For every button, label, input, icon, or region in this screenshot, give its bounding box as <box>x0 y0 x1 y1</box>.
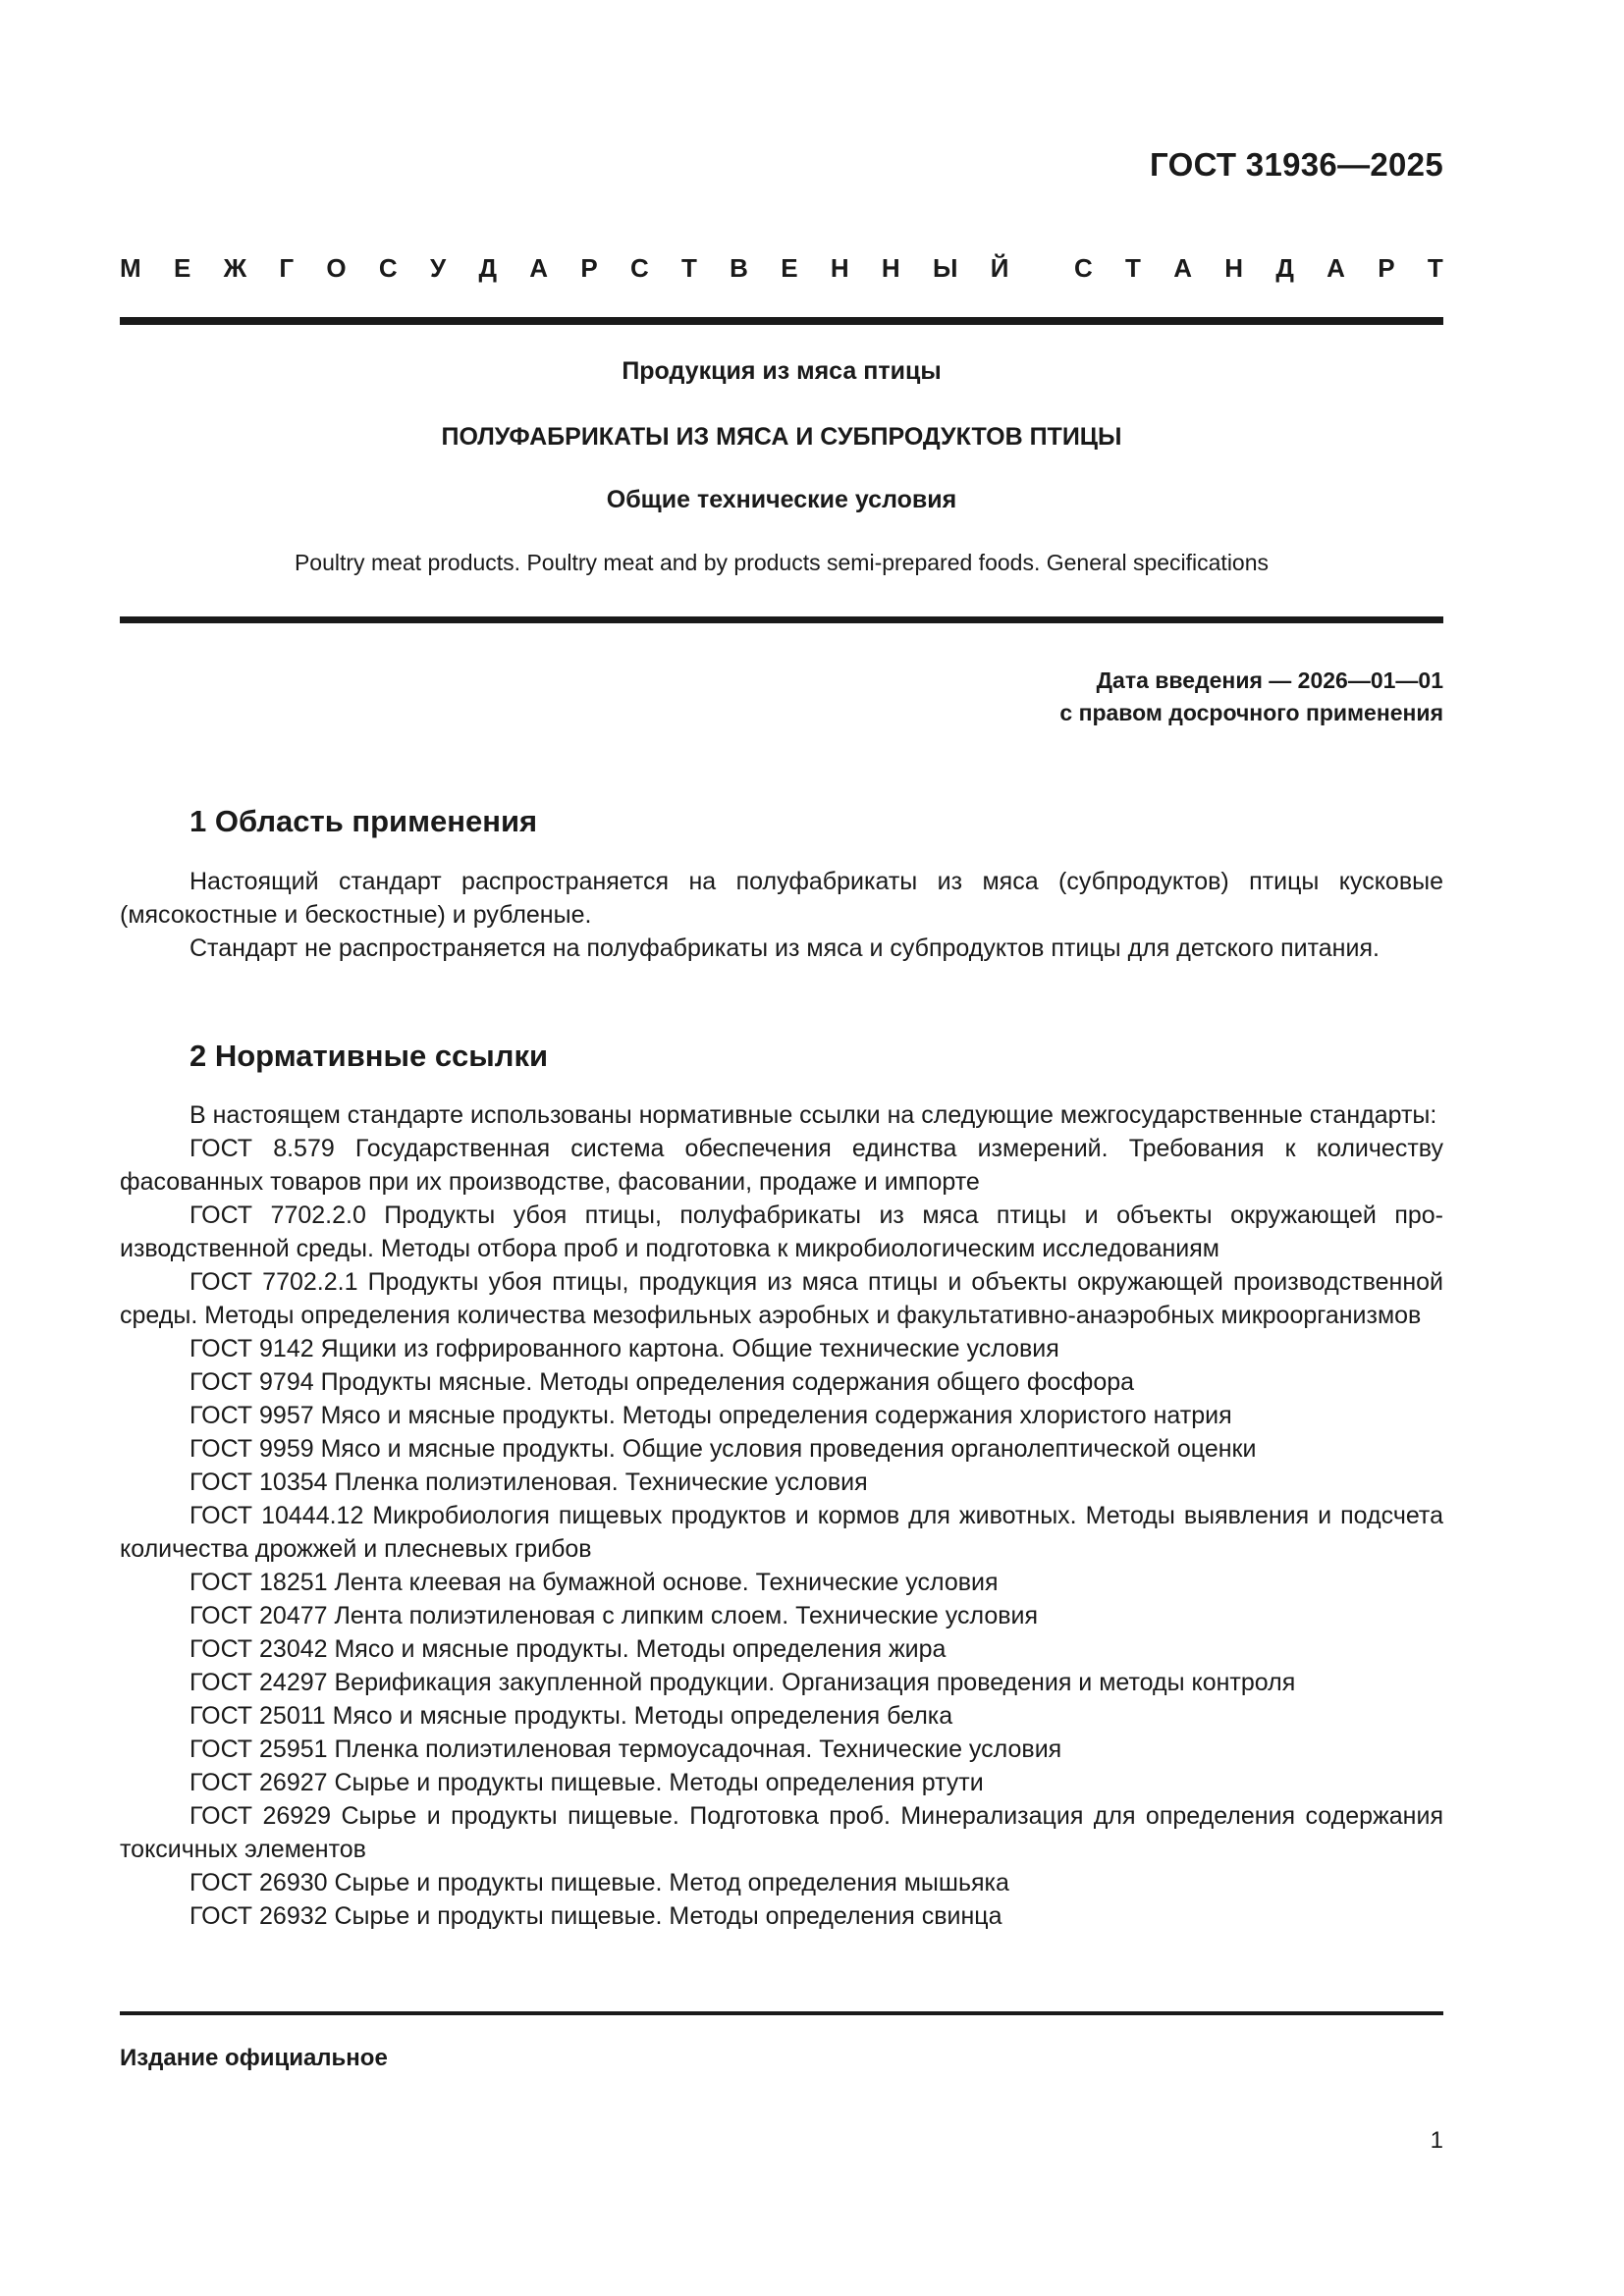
normative-reference: ГОСТ 7702.2.1 Продукты убоя птицы, продукция из мяса птицы и объекты окружающей производственной среды. Методы определения количества мезофильных аэробных и факультативно-анаэробных микроорганизмов <box>120 1268 1443 1329</box>
introduction-date-line: Дата введения — 2026—01—01 <box>1096 667 1443 693</box>
section-1-heading: 1 Область применения <box>189 804 538 838</box>
official-edition-label: Издание официальное <box>120 2045 388 2071</box>
normative-reference: ГОСТ 24297 Верификация закупленной продукции. Организация проведения и методы контроля <box>189 1669 1296 1696</box>
interstate-letter: А <box>1173 253 1192 283</box>
normative-reference: ГОСТ 20477 Лента полиэтиленовая с липким слоем. Технические условия <box>189 1602 1039 1629</box>
main-title: ПОЛУФАБРИКАТЫ ИЗ МЯСА И СУБПРОДУКТОВ ПТИЦЫ <box>441 423 1122 451</box>
interstate-letter: У <box>429 253 447 283</box>
normative-reference: ГОСТ 7702.2.0 Продукты убоя птицы, полуфабрикаты из мяса птицы и объекты окружающей производственной среды. Методы отбора проб и подготовка к микробиологическим исследованиям <box>120 1201 1443 1262</box>
section-1-paragraph: Настоящий стандарт распространяется на полуфабрикаты из мяса (субпродуктов) птицы кусковые (мясокостные и бескостные) и рубленые. <box>120 868 1443 929</box>
footer-divider <box>120 2011 1443 2015</box>
interstate-letter: Г <box>279 253 295 283</box>
interstate-letter: Т <box>1427 253 1443 283</box>
interstate-letter: О <box>326 253 347 283</box>
interstate-letter: А <box>529 253 549 283</box>
normative-reference: ГОСТ 26929 Сырье и продукты пищевые. Подготовка проб. Минерализация для определения содержания токсичных элементов <box>120 1802 1443 1863</box>
section-2-intro: В настоящем стандарте использованы нормативные ссылки на следующие межгосударственные стандарты: <box>189 1101 1437 1129</box>
english-title: Poultry meat products. Poultry meat and by products semi-prepared foods. General specifications <box>294 550 1270 575</box>
interstate-letter: С <box>629 253 649 283</box>
interstate-letter: Р <box>1378 253 1395 283</box>
normative-reference: ГОСТ 10444.12 Микробиология пищевых продуктов и кормов для животных. Методы выявления и подсчета количества дрожжей и плесневых грибов <box>120 1502 1443 1563</box>
interstate-letter: Н <box>830 253 849 283</box>
interstate-letter: Е <box>173 253 191 283</box>
interstate-letter: М <box>120 253 141 283</box>
interstate-letter: Т <box>1125 253 1141 283</box>
interstate-letter: С <box>378 253 398 283</box>
interstate-letter: А <box>1326 253 1345 283</box>
interstate-letter: Й <box>990 253 1009 283</box>
interstate-letter: С <box>1073 253 1093 283</box>
category-title: Продукция из мяса птицы <box>622 357 942 385</box>
title-divider <box>120 616 1443 623</box>
normative-reference: ГОСТ 9957 Мясо и мясные продукты. Методы определения содержания хлористого натрия <box>189 1402 1232 1429</box>
interstate-letter: Е <box>781 253 798 283</box>
interstate-letter: Н <box>1224 253 1244 283</box>
interstate-letter: Д <box>1275 253 1294 283</box>
section-2-heading: 2 Нормативные ссылки <box>189 1039 549 1073</box>
normative-reference: ГОСТ 26930 Сырье и продукты пищевые. Метод определения мышьяка <box>189 1869 1009 1896</box>
normative-reference: ГОСТ 23042 Мясо и мясные продукты. Методы определения жира <box>189 1635 947 1663</box>
normative-reference: ГОСТ 26932 Сырье и продукты пищевые. Методы определения свинца <box>189 1902 1002 1930</box>
normative-reference: ГОСТ 18251 Лента клеевая на бумажной основе. Технические условия <box>189 1569 999 1596</box>
interstate-letter: Т <box>681 253 697 283</box>
interstate-letter: В <box>730 253 748 283</box>
gost-code: ГОСТ 31936—2025 <box>1150 146 1443 183</box>
interstate-letter: Р <box>580 253 598 283</box>
interstate-letter: Ж <box>223 253 247 283</box>
top-divider <box>120 317 1443 325</box>
normative-reference: ГОСТ 10354 Пленка полиэтиленовая. Технические условия <box>189 1468 868 1496</box>
normative-reference: ГОСТ 25011 Мясо и мясные продукты. Методы определения белка <box>189 1702 953 1730</box>
normative-reference: ГОСТ 26927 Сырье и продукты пищевые. Методы определения ртути <box>189 1769 984 1796</box>
section-1-paragraph: Стандарт не распространяется на полуфабрикаты из мяса и субпродуктов птицы для детского питания. <box>189 934 1380 962</box>
interstate-letter: Ы <box>932 253 958 283</box>
normative-reference: ГОСТ 25951 Пленка полиэтиленовая термоусадочная. Технические условия <box>189 1735 1062 1763</box>
kind-title: Общие технические условия <box>606 486 957 513</box>
page-number: 1 <box>1430 2127 1443 2154</box>
section-1-body <box>120 865 1443 965</box>
introduction-date <box>1059 665 1443 729</box>
interstate-standard-banner <box>120 253 1443 284</box>
normative-reference: ГОСТ 9142 Ящики из гофрированного картона. Общие технические условия <box>189 1335 1059 1362</box>
normative-reference: ГОСТ 9959 Мясо и мясные продукты. Общие условия проведения органолептической оценки <box>189 1435 1257 1463</box>
normative-reference: ГОСТ 9794 Продукты мясные. Методы определения содержания общего фосфора <box>189 1368 1135 1396</box>
interstate-letter: Н <box>881 253 900 283</box>
section-2-body <box>120 1098 1443 1933</box>
normative-reference: ГОСТ 8.579 Государственная система обеспечения единства измерений. Требования к количеству фасованных товаров при их производстве, фасовании, продаже и импорте <box>120 1135 1443 1196</box>
interstate-letter: Д <box>478 253 497 283</box>
early-application-line: с правом досрочного применения <box>1059 700 1443 725</box>
